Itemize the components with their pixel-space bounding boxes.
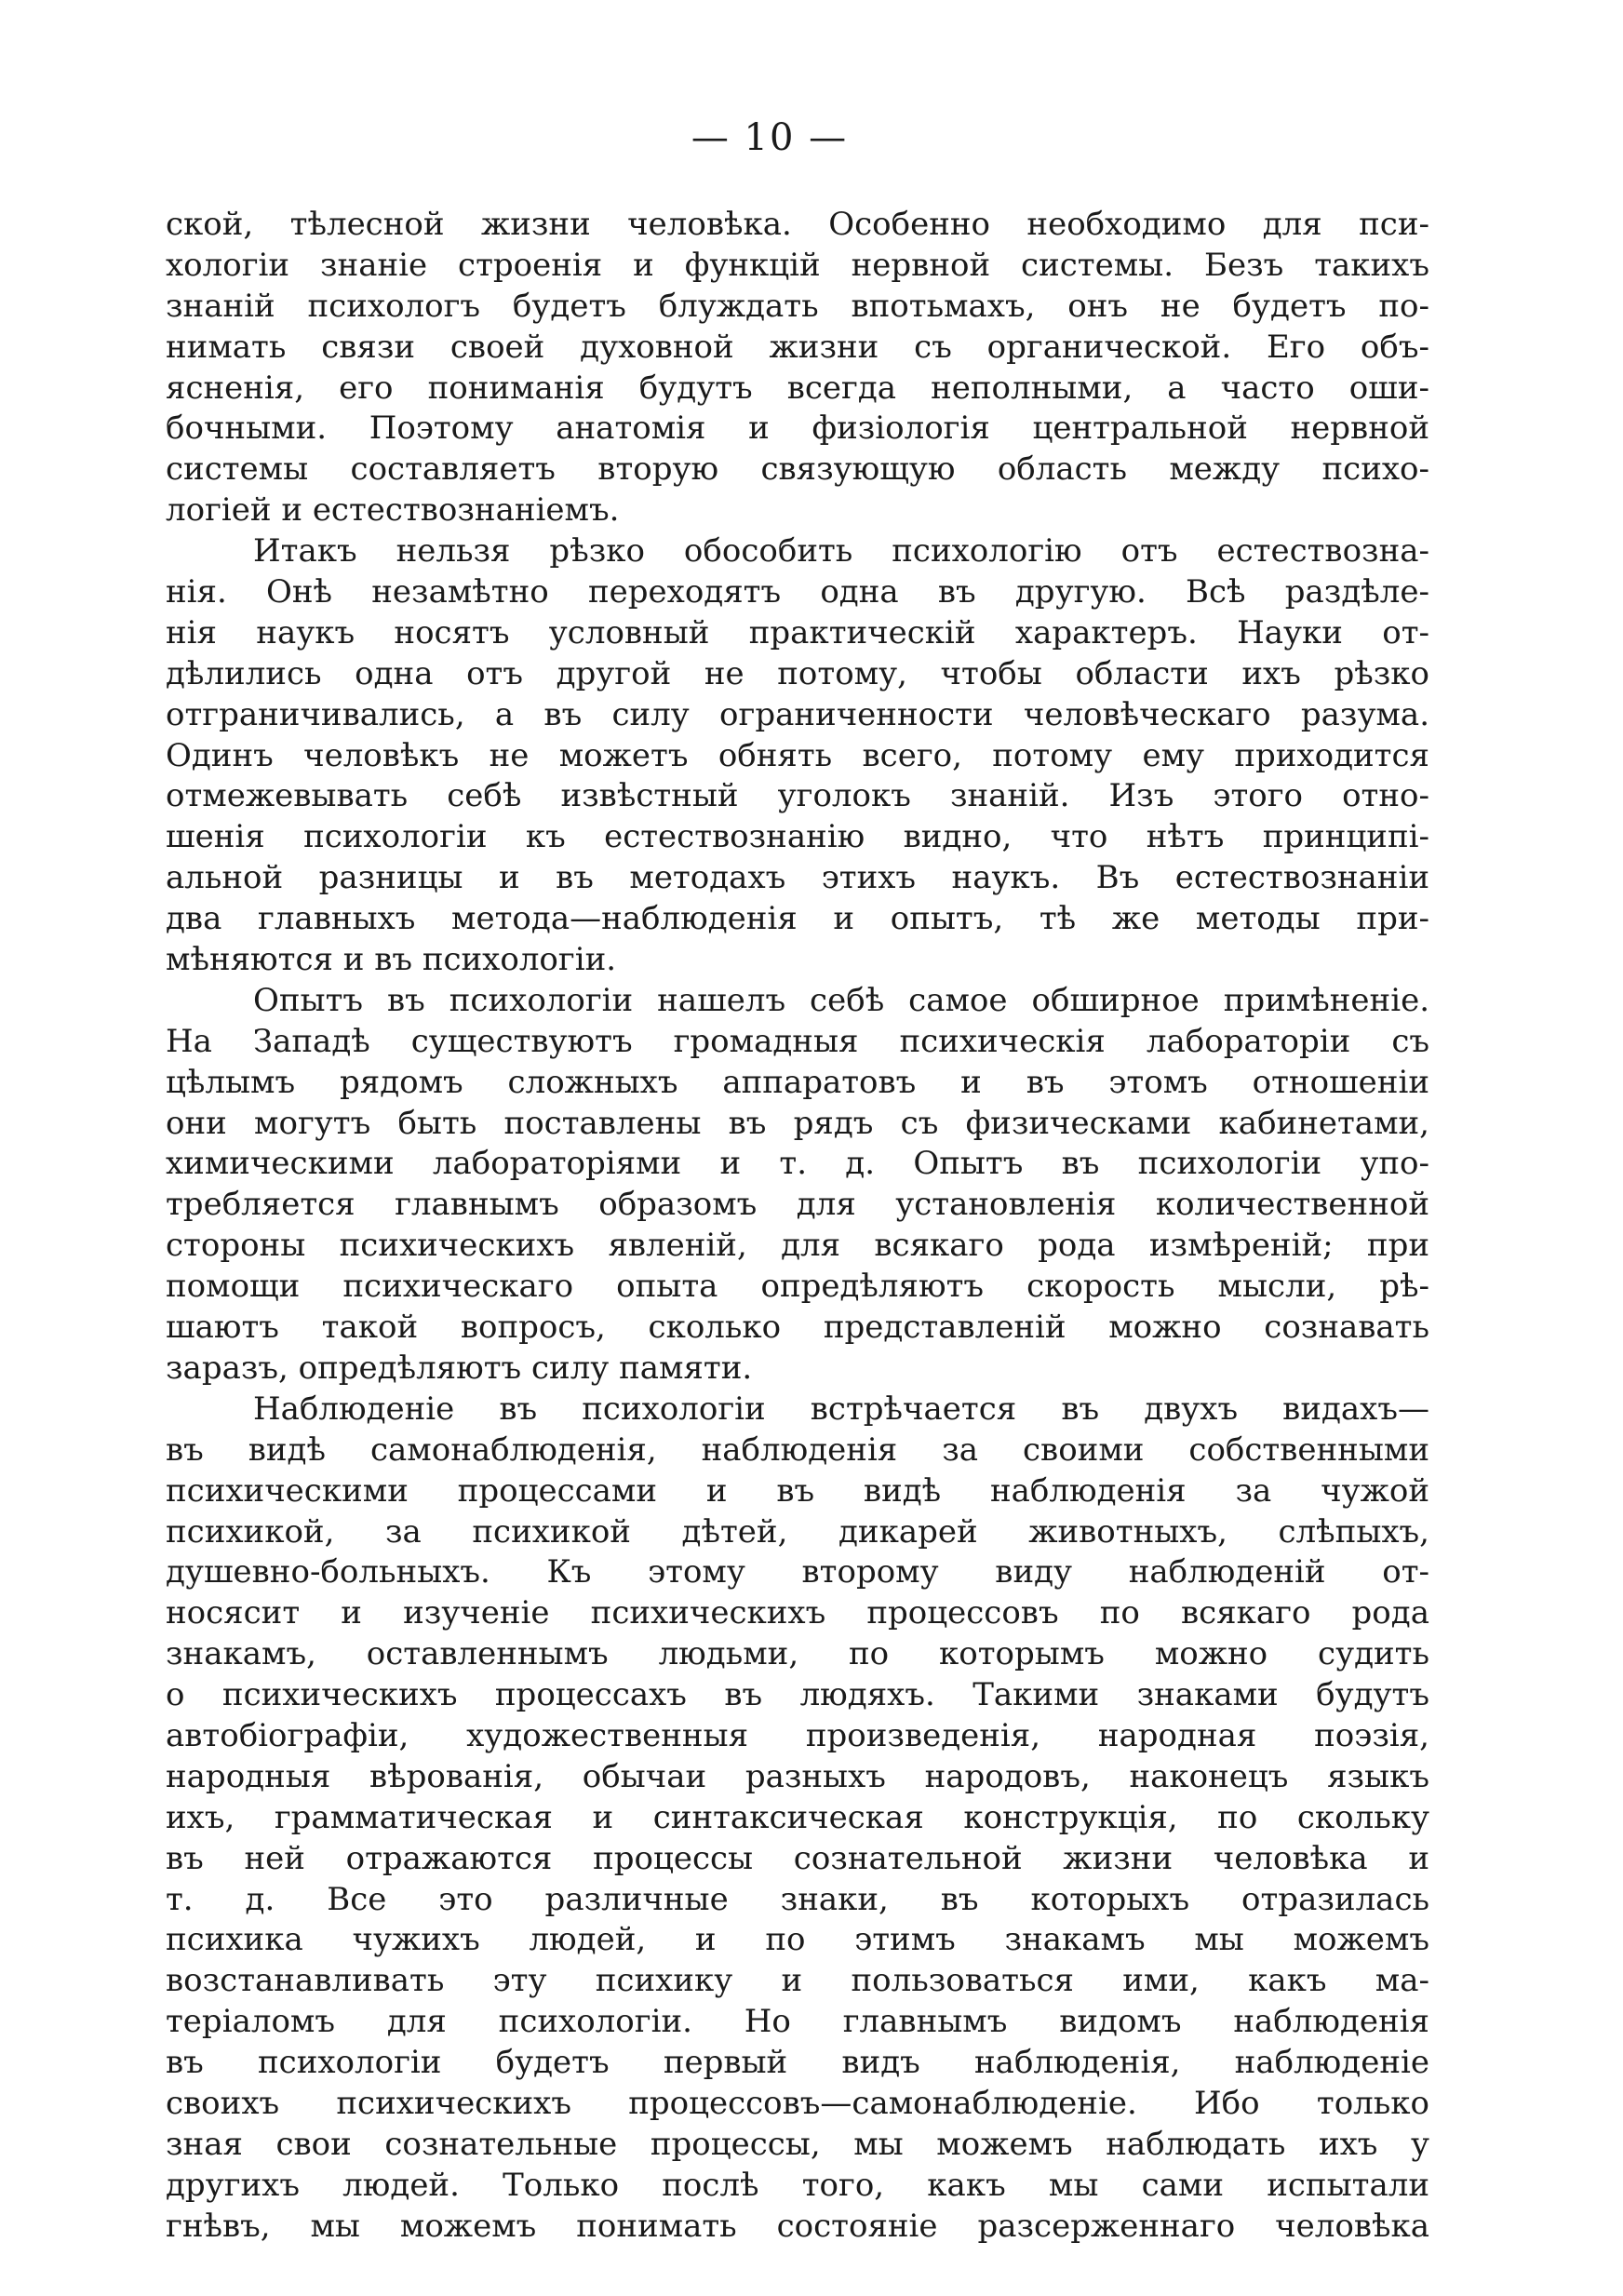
text-line: дѣлились одна отъ другой не потому, чтобы области ихъ рѣзко [166,654,1429,692]
text-line: стороны психическихъ явленій, для всякаго рода измѣреній; при [166,1227,1429,1265]
text-line: шенія психологіи къ естествознанію видно, что нѣтъ принципі- [166,818,1429,856]
text-line: бочными. Поэтому анатомія и физіологія центральной нервной [166,410,1429,448]
text-line: Опытъ въ психологіи нашелъ себѣ самое обширное примѣненіе. [253,981,1429,1019]
text-line: своихъ психическихъ процессовъ—самонаблюденіе. Ибо только [166,2084,1429,2122]
text-line: Наблюденіе въ психологіи встрѣчается въ двухъ видахъ— [253,1390,1429,1428]
text-line: другихъ людей. Только послѣ того, какъ мы сами испытали [166,2166,1429,2204]
text-line: ясненія, его пониманія будутъ всегда неполными, а часто оши- [166,369,1429,407]
body-text [166,205,1429,2248]
text-line: душевно-больныхъ. Къ этому второму виду наблюденій от- [166,1553,1429,1591]
text-line: о психическихъ процессахъ въ людяхъ. Такими знаками будутъ [166,1676,1429,1714]
text-line: возстанавливать эту психику и пользоваться ими, какъ ма- [166,1962,1429,2000]
text-line: психическими процессами и въ видѣ наблюденія за чужой [166,1471,1429,1510]
text-line: цѣлымъ рядомъ сложныхъ аппаратовъ и въ этомъ отношеніи [166,1063,1429,1101]
text-line: психикой, за психикой дѣтей, дикарей животныхъ, слѣпыхъ, [166,1512,1429,1551]
text-line: Одинъ человѣкъ не можетъ обнять всего, потому ему приходится [166,736,1429,774]
text-line: зная свои сознательные процессы, мы можемъ наблюдать ихъ у [166,2125,1429,2163]
text-line: системы составляетъ вторую связующую область между психо- [166,450,1429,489]
paragraph-4 [166,1390,1429,2248]
text-line: требляется главнымъ образомъ для установленія количественной [166,1186,1429,1224]
text-line: носясит и изученіе психическихъ процессовъ по всякаго рода [166,1594,1429,1632]
text-line: помощи психическаго опыта опредѣляютъ скорость мысли, рѣ- [166,1268,1429,1306]
text-line: заразъ, опредѣляютъ силу памяти. [166,1349,753,1387]
text-line: логіей и естествознаніемъ. [166,491,620,530]
text-line: На Западѣ существуютъ громадныя психическія лабораторіи съ [166,1022,1429,1060]
text-line: знаній психологъ будетъ блуждать впотьмахъ, онъ не будетъ по- [166,287,1429,325]
text-line: отмежевывать себѣ извѣстный уголокъ знаній. Изъ этого отно- [166,777,1429,815]
text-line: химическими лабораторіями и т. д. Опытъ въ психологіи упо- [166,1145,1429,1183]
text-line: два главныхъ метода—наблюденія и опытъ, тѣ же методы при- [166,900,1429,938]
text-line: нимать связи своей духовной жизни съ органической. Его объ- [166,328,1429,366]
paragraph-1 [166,205,1429,531]
text-line: альной разницы и въ методахъ этихъ наукъ. Въ естествознаніи [166,859,1429,897]
text-line: знакамъ, оставленнымъ людьми, по которымъ можно судить [166,1635,1429,1673]
text-line: автобіографіи, художественныя произведенія, народная поэзія, [166,1716,1429,1754]
paragraph-3 [166,981,1429,1390]
text-line: нія наукъ носятъ условный практическій характеръ. Науки от- [166,613,1429,651]
text-line: они могутъ быть поставлены въ рядъ съ физическами кабинетами, [166,1104,1429,1142]
text-line: Итакъ нельзя рѣзко обособить психологію отъ естествозна- [253,532,1429,571]
text-line: отграничивались, а въ силу ограниченности человѣческаго разума. [166,695,1429,733]
text-line: шаютъ такой вопросъ, сколько представленій можно сознавать [166,1309,1429,1347]
text-line: въ ней отражаются процессы сознательной жизни человѣка и [166,1839,1429,1877]
text-line: народныя вѣрованія, обычаи разныхъ народовъ, наконецъ языкъ [166,1757,1429,1795]
text-line: нія. Онѣ незамѣтно переходятъ одна въ другую. Всѣ раздѣле- [166,573,1429,611]
text-line: мѣняются и въ психологіи. [166,941,617,979]
text-line: хологіи знаніе строенія и функцій нервной системы. Безъ такихъ [166,246,1429,284]
text-line: т. д. Все это различные знаки, въ которыхъ отразилась [166,1880,1429,1918]
text-line: психика чужихъ людей, и по этимъ знакамъ мы можемъ [166,1921,1429,1959]
page-number: — 10 — [691,116,849,159]
paragraph-2 [166,531,1429,981]
text-line: теріаломъ для психологіи. Но главнымъ видомъ наблюденія [166,2003,1429,2041]
text-line: ихъ, грамматическая и синтаксическая конструкція, по скольку [166,1798,1429,1836]
text-line: въ видѣ самонаблюденія, наблюденія за своими собственными [166,1430,1429,1469]
text-line: въ психологіи будетъ первый видъ наблюденія, наблюденіе [166,2044,1429,2082]
text-line: гнѣвъ, мы можемъ понимать состояніе разсерженнаго человѣка [166,2207,1429,2245]
text-line: ской, тѣлесной жизни человѣка. Особенно необходимо для пси- [166,206,1429,243]
